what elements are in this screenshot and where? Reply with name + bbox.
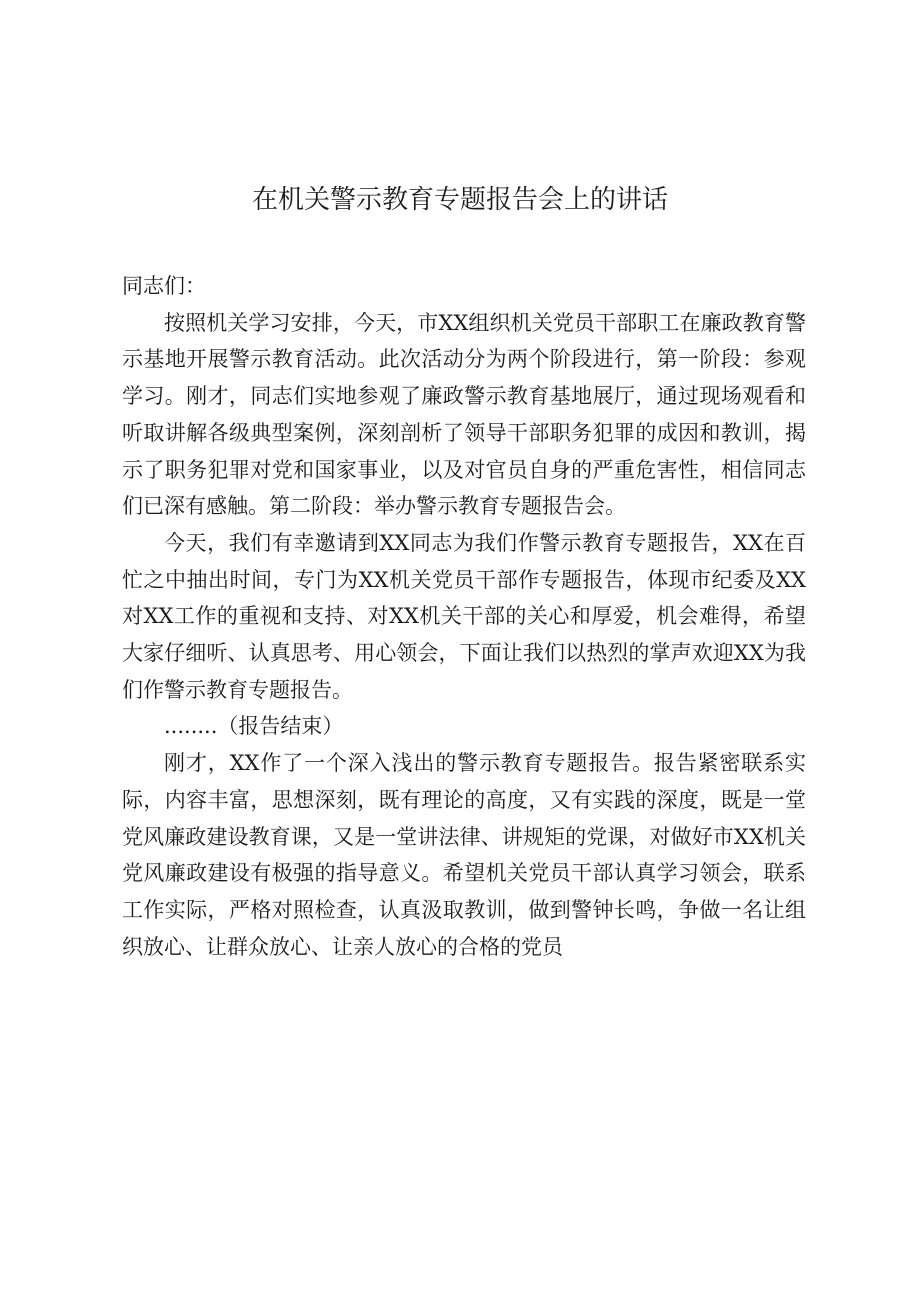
document-body xyxy=(122,268,806,965)
paragraph-1: 按照机关学习安排，今天，市XX组织机关党员干部职工在廉政教育警示基地开展警示教育活动。此次活动分为两个阶段进行，第一阶段：参观学习。刚才，同志们实地参观了廉政警示教育基地展厅，通过现场观看和听取讲解各级典型案例，深刻剖析了领导干部职务犯罪的成因和教训，揭示了职务犯罪对党和国家事业，以及对官员自身的严重危害性，相信同志们已深有感触。第二阶段：举办警示教育专题报告会。 xyxy=(122,310,806,519)
paragraph-3: 刚才，XX作了一个深入浅出的警示教育专题报告。报告紧密联系实际，内容丰富，思想深刻，既有理论的高度，又有实践的深度，既是一堂党风廉政建设教育课，又是一堂讲法律、讲规矩的党课，对做好市XX机关党风廉政建设有极强的指导意义。希望机关党员干部认真学习领会，联系工作实际，严格对照检查，认真汲取教训，做到警钟长鸣，争做一名让组织放心、让群众放心、让亲人放心的合格的党员 xyxy=(122,751,806,959)
paragraph-2: 今天，我们有幸邀请到XX同志为我们作警示教育专题报告，XX在百忙之中抽出时间，专门为XX机关党员干部作专题报告，体现市纪委及XX对XX工作的重视和支持、对XX机关干部的关心和厚爱，机会难得，希望大家仔细听、认真思考、用心领会，下面让我们以热烈的掌声欢迎XX为我们作警示教育专题报告。 xyxy=(122,530,806,702)
paragraph-report-end: ........（报告结束） xyxy=(164,714,344,739)
document-title: 在机关警示教育专题报告会上的讲话 xyxy=(251,185,668,215)
salutation: 同志们： xyxy=(122,274,206,298)
